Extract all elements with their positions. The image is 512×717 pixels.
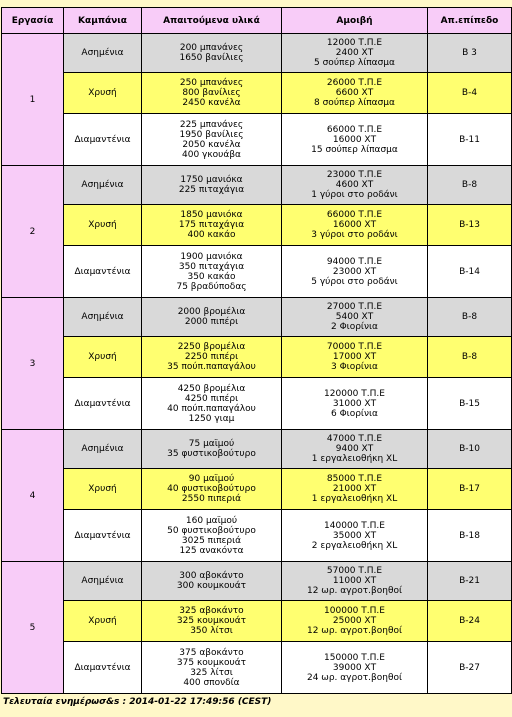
task-number: 2	[2, 166, 64, 298]
materials-cell: 375 αβοκάντο 375 κουμκουάτ 325 λίτσι 400 σπονδία	[142, 642, 282, 694]
task-3-gold-row	[2, 337, 512, 378]
level-cell: Β-15	[428, 378, 512, 430]
materials-cell: 1900 μανιόκα 350 πιταχάγια 350 κακάο 75 βραδύποδας	[142, 246, 282, 298]
materials-cell: 225 μπανάνες 1950 βανίλιες 2050 κανέλα 400 γκουάβα	[142, 114, 282, 166]
header-campaign: Καμπάνια	[64, 8, 142, 34]
campaign-cell: Χρυσή	[64, 73, 142, 114]
materials-cell: 2250 βρομέλια 2250 πιπέρι 35 πούπ.παπαγάλου	[142, 337, 282, 378]
reward-cell: 23000 Τ.Π.Ε 4600 ΧΤ 1 γύροι στο ροδάνι	[282, 166, 428, 205]
task-4-diamond-row	[2, 510, 512, 562]
reward-cell: 26000 Τ.Π.Ε 6600 ΧΤ 8 σούπερ λίπασμα	[282, 73, 428, 114]
level-cell: Β-17	[428, 469, 512, 510]
reward-cell: 120000 Τ.Π.Ε 31000 ΧΤ 6 Φιορίνια	[282, 378, 428, 430]
level-cell: Β-4	[428, 73, 512, 114]
task-number: 1	[2, 34, 64, 166]
campaign-cell: Ασημένια	[64, 298, 142, 337]
level-cell: Β-24	[428, 601, 512, 642]
level-cell: Β-14	[428, 246, 512, 298]
reward-cell: 12000 Τ.Π.Ε 2400 ΧΤ 5 σούπερ λίπασμα	[282, 34, 428, 73]
reward-cell: 70000 Τ.Π.Ε 17000 ΧΤ 3 Φιορίνια	[282, 337, 428, 378]
campaign-cell: Διαμαντένια	[64, 642, 142, 694]
level-cell: Β-8	[428, 298, 512, 337]
level-cell: Β-13	[428, 205, 512, 246]
task-5-gold-row	[2, 601, 512, 642]
level-cell: Β 3	[428, 34, 512, 73]
task-2-gold-row	[2, 205, 512, 246]
task-3-silver-row	[2, 298, 512, 337]
materials-cell: 325 αβοκάντο 325 κουμκουάτ 350 λίτσι	[142, 601, 282, 642]
header-reward: Αμοιβή	[282, 8, 428, 34]
materials-cell: 4250 βρομέλια 4250 πιπέρι 40 πούπ.παπαγάλου 1250 γιαμ	[142, 378, 282, 430]
materials-cell: 160 μαϊμού 50 φυστικοβούτυρο 3025 πιπεριά 125 ανακόντα	[142, 510, 282, 562]
campaign-cell: Διαμαντένια	[64, 378, 142, 430]
campaign-cell: Χρυσή	[64, 601, 142, 642]
task-1-gold-row	[2, 73, 512, 114]
tasks-body	[2, 34, 512, 694]
task-number: 3	[2, 298, 64, 430]
reward-cell: 66000 Τ.Π.Ε 16000 ΧΤ 3 γύροι στο ροδάνι	[282, 205, 428, 246]
task-2-silver-row	[2, 166, 512, 205]
level-cell: Β-11	[428, 114, 512, 166]
last-updated-footer: Τελευταία ενημέρωσ&s : 2014-01-22 17:49:56 (CEST)	[3, 697, 272, 707]
campaign-cell: Χρυσή	[64, 337, 142, 378]
tasks-table	[1, 7, 512, 694]
reward-cell: 100000 Τ.Π.Ε 25000 ΧΤ 12 ωρ. αγροτ.βοηθοί	[282, 601, 428, 642]
level-cell: Β-21	[428, 562, 512, 601]
task-1-diamond-row	[2, 114, 512, 166]
level-cell: Β-8	[428, 337, 512, 378]
header-materials: Απαιτούμενα υλικά	[142, 8, 282, 34]
reward-cell: 85000 Τ.Π.Ε 21000 ΧΤ 1 εργαλειοθήκη XL	[282, 469, 428, 510]
task-5-diamond-row	[2, 642, 512, 694]
header-task: Εργασία	[2, 8, 64, 34]
campaign-cell: Χρυσή	[64, 469, 142, 510]
campaign-cell: Ασημένια	[64, 562, 142, 601]
materials-cell: 90 μαϊμού 40 φυστικοβούτυρο 2550 πιπεριά	[142, 469, 282, 510]
campaign-cell: Διαμαντένια	[64, 510, 142, 562]
materials-cell: 300 αβοκάντο 300 κουμκουάτ	[142, 562, 282, 601]
task-number: 4	[2, 430, 64, 562]
campaign-cell: Χρυσή	[64, 205, 142, 246]
campaign-cell: Ασημένια	[64, 166, 142, 205]
level-cell: Β-18	[428, 510, 512, 562]
campaign-cell: Διαμαντένια	[64, 114, 142, 166]
reward-cell: 66000 Τ.Π.Ε 16000 ΧΤ 15 σούπερ λίπασμα	[282, 114, 428, 166]
header-level: Απ.επίπεδο	[428, 8, 512, 34]
reward-cell: 150000 Τ.Π.Ε 39000 ΧΤ 24 ωρ. αγροτ.βοηθοί	[282, 642, 428, 694]
level-cell: Β-27	[428, 642, 512, 694]
campaign-cell: Ασημένια	[64, 34, 142, 73]
reward-cell: 94000 Τ.Π.Ε 23000 ΧΤ 5 γύροι στο ροδάνι	[282, 246, 428, 298]
task-number: 5	[2, 562, 64, 694]
task-4-silver-row	[2, 430, 512, 469]
task-1-silver-row	[2, 34, 512, 73]
materials-cell: 75 μαϊμού 35 φυστικοβούτυρο	[142, 430, 282, 469]
reward-cell: 140000 Τ.Π.Ε 35000 ΧΤ 2 εργαλειοθήκη XL	[282, 510, 428, 562]
level-cell: Β-8	[428, 166, 512, 205]
materials-cell: 1850 μανιόκα 175 πιταχάγια 400 κακάο	[142, 205, 282, 246]
campaign-cell: Ασημένια	[64, 430, 142, 469]
materials-cell: 1750 μανιόκα 225 πιταχάγια	[142, 166, 282, 205]
task-4-gold-row	[2, 469, 512, 510]
level-cell: Β-10	[428, 430, 512, 469]
task-3-diamond-row	[2, 378, 512, 430]
reward-cell: 47000 Τ.Π.Ε 9400 ΧΤ 1 εργαλειοθήκη XL	[282, 430, 428, 469]
header-row	[2, 8, 512, 34]
materials-cell: 250 μπανάνες 800 βανίλιες 2450 κανέλα	[142, 73, 282, 114]
reward-cell: 27000 Τ.Π.Ε 5400 ΧΤ 2 Φιορίνια	[282, 298, 428, 337]
materials-cell: 2000 βρομέλια 2000 πιπέρι	[142, 298, 282, 337]
task-2-diamond-row	[2, 246, 512, 298]
task-5-silver-row	[2, 562, 512, 601]
campaign-cell: Διαμαντένια	[64, 246, 142, 298]
reward-cell: 57000 Τ.Π.Ε 11000 ΧΤ 12 ωρ. αγροτ.βοηθοί	[282, 562, 428, 601]
materials-cell: 200 μπανάνες 1650 βανίλιες	[142, 34, 282, 73]
